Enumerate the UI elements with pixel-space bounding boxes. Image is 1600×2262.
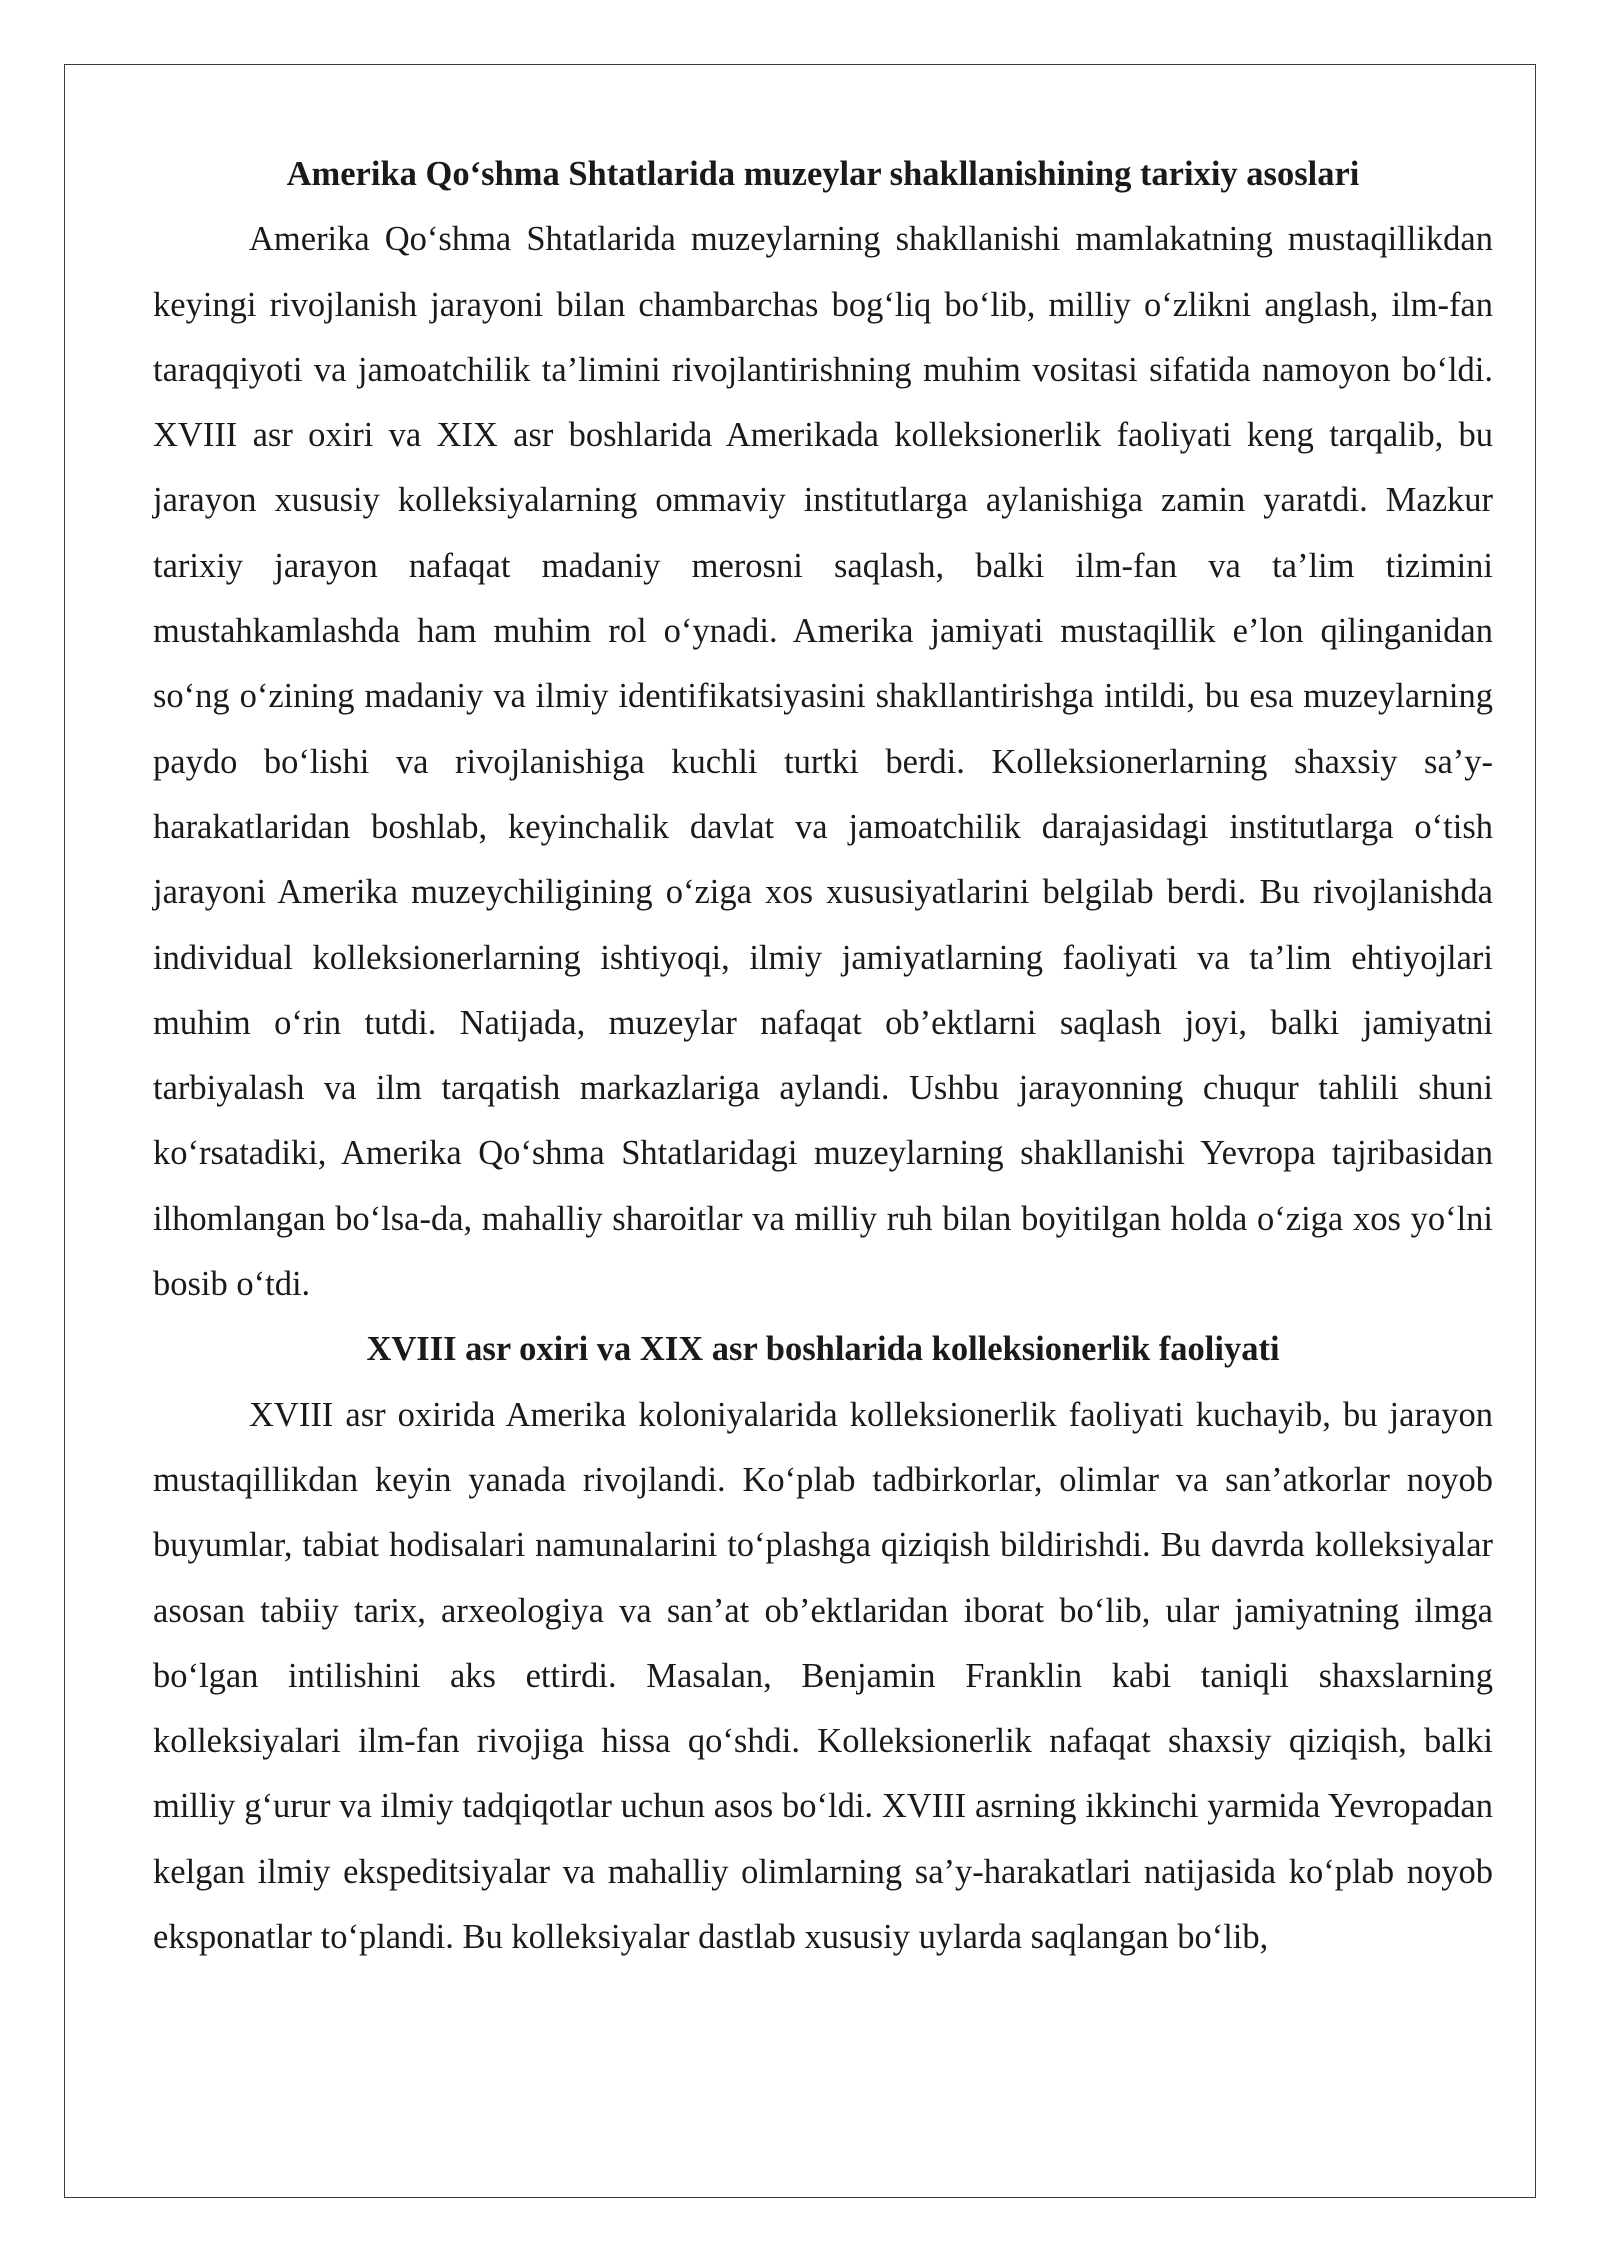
section-heading-2: XVIII asr oxiri va XIX asr boshlarida kolleksionerlik faoliyati <box>366 1330 1280 1369</box>
paragraph-1: Amerika Qo‘shma Shtatlarida muzeylarning shakllanishi mamlakatning mustaqillikdan keyingi rivojlanish jarayoni bilan chambarchas bog‘liq bo‘lib, milliy o‘zlikni anglash, ilm-fan taraqqiyoti va jamoatchilik ta’limini rivojlantirishning muhim vositasi sifatida namoyon bo‘ldi. XVIII asr oxiri va XIX asr boshlarida Amerikada kolleksionerlik faoliyati keng tarqalib, bu jarayon xususiy kolleksiyalarning ommaviy institutlarga aylanishiga zamin yaratdi. Mazkur tarixiy jarayon nafaqat madaniy merosni saqlash, balki ilm-fan va ta’lim tizimini mustahkamlashda ham muhim rol o‘ynadi. Amerika jamiyati mustaqillik e’lon qilinganidan so‘ng o‘zining madaniy va ilmiy identifikatsiyasini shakllantirishga intildi, bu esa muzeylarning paydo bo‘lishi va rivojlanishiga kuchli turtki berdi. Kolleksionerlarning shaxsiy sa’y-harakatlaridan boshlab, keyinchalik davlat va jamoatchilik darajasidagi institutlarga o‘tish jarayoni Amerika muzeychiligining o‘ziga xos xususiyatlarini belgilab berdi. Bu rivojlanishda individual kolleksionerlarning ishtiyoqi, ilmiy jamiyatlarning faoliyati va ta’lim ehtiyojlari muhim o‘rin tutdi. Natijada, muzeylar nafaqat ob’ektlarni saqlash joyi, balki jamiyatni tarbiyalash va ilm tarqatish markazlariga aylandi. Ushbu jarayonning chuqur tahlili shuni ko‘rsatadiki, Amerika Qo‘shma Shtatlaridagi muzeylarning shakllanishi Yevropa tajribasidan ilhomlangan bo‘lsa-da, mahalliy sharoitlar va milliy ruh bilan boyitilgan holda o‘ziga xos yo‘lni bosib o‘tdi. <box>153 220 1493 1304</box>
paragraph-2: XVIII asr oxirida Amerika koloniyalarida kolleksionerlik faoliyati kuchayib, bu jarayon mustaqillikdan keyin yanada rivojlandi. Ko‘plab tadbirkorlar, olimlar va san’atkorlar noyob buyumlar, tabiat hodisalari namunalarini to‘plashga qiziqish bildirishdi. Bu davrda kolleksiyalar asosan tabiiy tarix, arxeologiya va san’at ob’ektlaridan iborat bo‘lib, ular jamiyatning ilmga bo‘lgan intilishini aks ettirdi. Masalan, Benjamin Franklin kabi taniqli shaxslarning kolleksiyalari ilm-fan rivojiga hissa qo‘shdi. Kolleksionerlik nafaqat shaxsiy qiziqish, balki milliy g‘urur va ilmiy tadqiqotlar uchun asos bo‘ldi. XVIII asrning ikkinchi yarmida Yevropadan kelgan ilmiy ekspeditsiyalar va mahalliy olimlarning sa’y-harakatlari natijasida ko‘plab noyob eksponatlar to‘plandi. Bu kolleksiyalar dastlab xususiy uylarda saqlangan bo‘lib, <box>153 1395 1493 1957</box>
document-body <box>153 142 1493 1970</box>
section-heading-1: Amerika Qo‘shma Shtatlarida muzeylar shakllanishining tarixiy asoslari <box>286 155 1360 193</box>
